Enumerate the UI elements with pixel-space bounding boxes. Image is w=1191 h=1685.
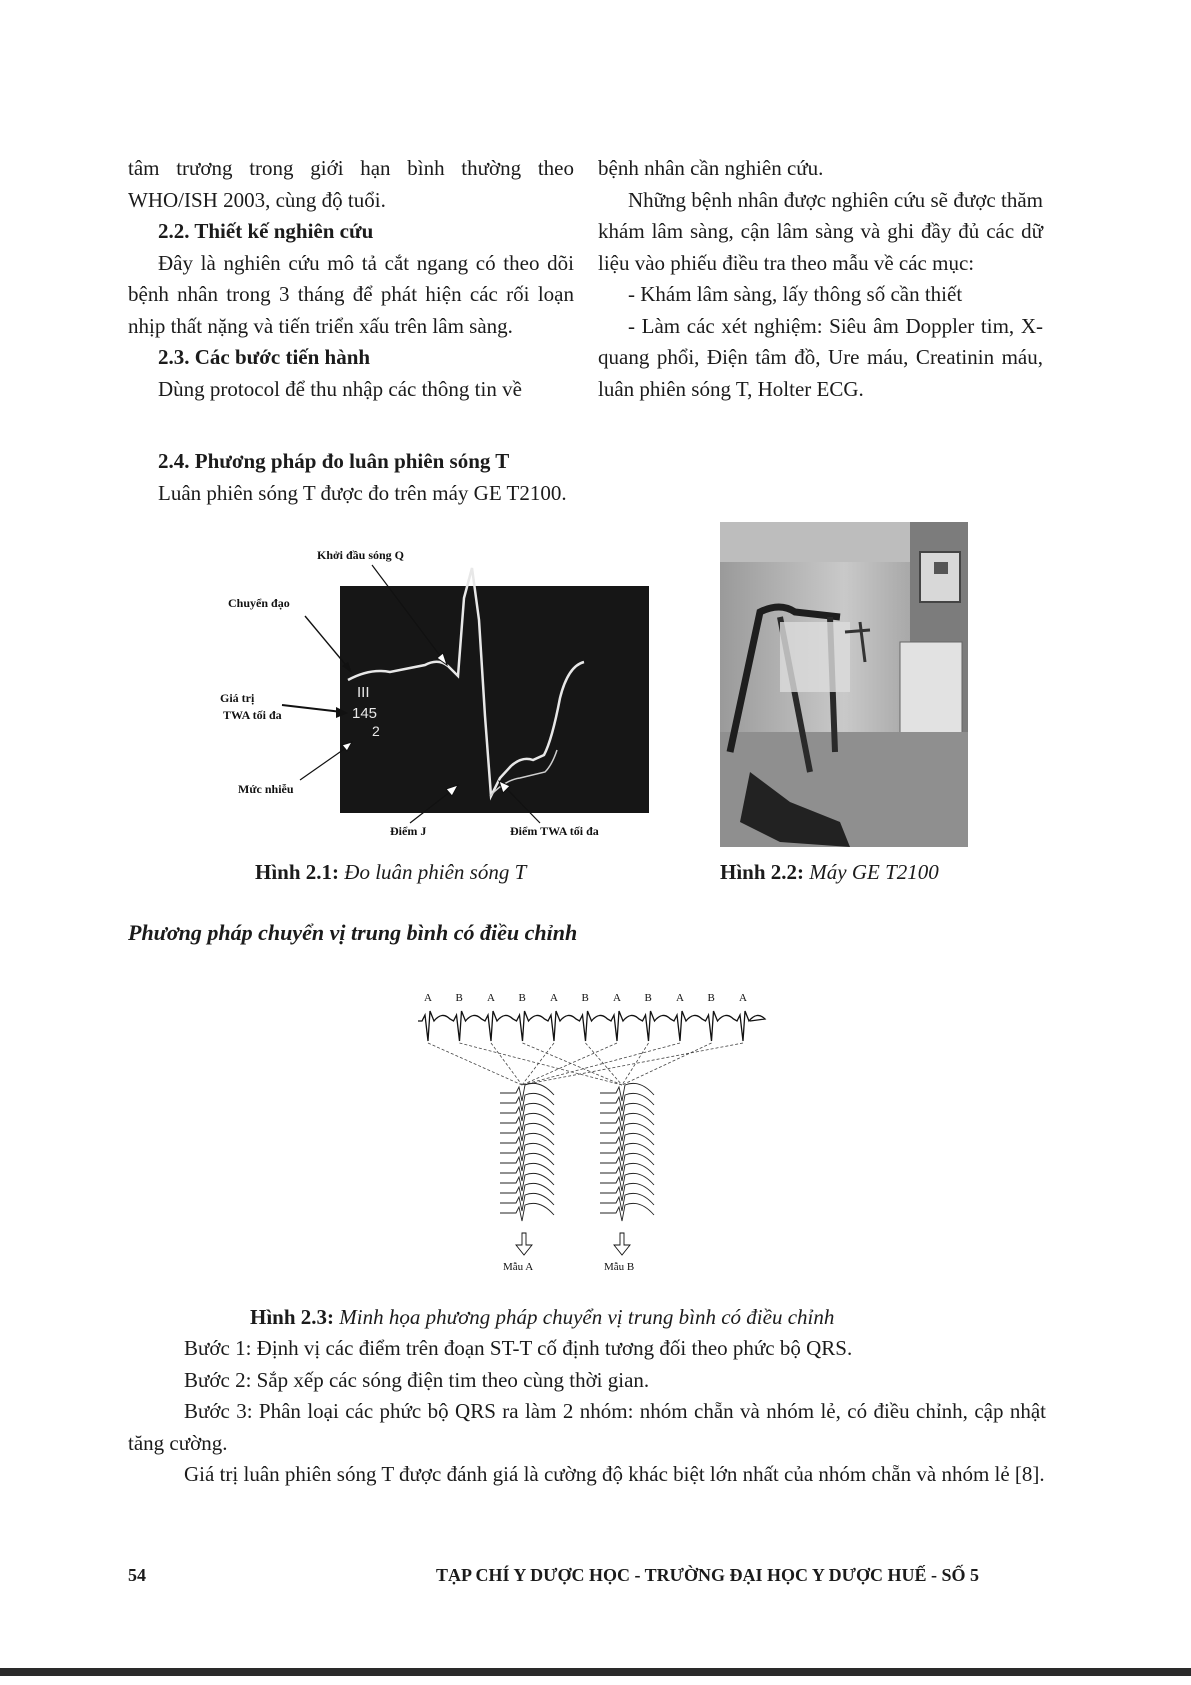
figure-2-2-caption — [720, 860, 939, 885]
figure-2-1-caption — [255, 860, 526, 885]
stack-b-waveform — [600, 1093, 654, 1111]
final-paragraph: Giá trị luân phiên sóng T được đánh giá là cường độ khác biệt lớn nhất của nhóm chẵn và nhóm lẻ [8]. — [184, 1462, 1045, 1486]
beat-label: B — [707, 992, 715, 1004]
fan-line — [586, 1043, 623, 1085]
left-paragraph-2: Đây là nghiên cứu mô tả cắt ngang có theo dõi bệnh nhân trong 3 tháng để phát hiện các rối loạn nhịp thất nặng và tiến triển xấu trên lâm sàng. — [128, 250, 574, 338]
beat-label: A — [487, 992, 495, 1004]
stack-b-waveform — [600, 1113, 654, 1131]
label-max-twa-1: Giá trị — [220, 691, 255, 705]
step-3: Bước 3: Phân loại các phức bộ QRS ra làm 2 nhóm: nhóm chẵn và nhóm lẻ, có điều chỉnh, cập nhật tăng cường. — [128, 1399, 1046, 1455]
stack-b-waveform — [600, 1123, 654, 1141]
stack-a-waveform — [500, 1083, 554, 1101]
figure-modified-moving-average — [410, 985, 770, 1270]
figure-2-3-caption — [250, 1305, 834, 1330]
beat-label: B — [644, 992, 652, 1004]
heading-2-4: 2.4. Phương pháp đo luân phiên sóng T — [158, 449, 510, 473]
figure-2-2-label: Hình 2.2: — [720, 860, 805, 884]
fan-line — [522, 1043, 743, 1085]
section-2-4-text: Luân phiên sóng T được đo trên máy GE T2100. — [158, 480, 567, 505]
screen-noise-value: 2 — [372, 723, 380, 739]
stack-a-waveform — [500, 1173, 554, 1191]
fan-line — [522, 1043, 680, 1085]
figure-2-1-title: Đo luân phiên sóng T — [344, 860, 527, 884]
label-lead: Chuyển đạo — [228, 596, 290, 610]
stack-a-waveform — [500, 1203, 554, 1221]
beat-label: B — [455, 992, 463, 1004]
stack-b-waveform — [600, 1193, 654, 1211]
stack-a-waveform — [500, 1153, 554, 1171]
left-paragraph-1: tâm trương trong giới hạn bình thường theo WHO/ISH 2003, cùng độ tuổi. — [128, 156, 574, 212]
beat-label: A — [676, 992, 684, 1004]
stack-b-waveform — [600, 1143, 654, 1161]
fan-line — [523, 1043, 623, 1085]
label-onset-q: Khởi đầu sóng Q — [317, 548, 405, 562]
stack-b-waveform — [600, 1163, 654, 1181]
label-sample-a: Mẫu A — [503, 1261, 534, 1270]
section-2-4 — [128, 446, 1046, 509]
ecg-screen — [340, 586, 649, 813]
fan-line — [460, 1043, 623, 1085]
beat-label: A — [550, 992, 558, 1004]
left-paragraph-3: Dùng protocol để thu nhập các thông tin về — [158, 376, 522, 401]
fan-line — [622, 1043, 712, 1085]
stack-a-waveform — [500, 1093, 554, 1111]
heading-2-3: 2.3. Các bước tiến hành — [158, 345, 371, 369]
stack-b-waveform — [600, 1103, 654, 1121]
stack-a-waveform — [500, 1143, 554, 1161]
stack-a-waveform — [500, 1183, 554, 1201]
figure-2-3-title: Minh họa phương pháp chuyển vị trung bình có điều chỉnh — [339, 1305, 835, 1329]
figure-2-1-label: Hình 2.1: — [255, 860, 340, 884]
fan-line — [491, 1043, 522, 1085]
stack-a-waveform — [500, 1133, 554, 1151]
fan-line — [622, 1043, 649, 1085]
step-1: Bước 1: Định vị các điểm trên đoạn ST-T cố định tương đối theo phức bộ QRS. — [184, 1336, 853, 1360]
stack-b-waveform — [600, 1183, 654, 1201]
method-title: Phương pháp chuyển vị trung bình có điều chỉnh — [128, 920, 578, 945]
arrow-sample-b — [614, 1233, 630, 1255]
fan-line — [522, 1043, 617, 1085]
fan-line — [428, 1043, 522, 1085]
page-number: 54 — [128, 1565, 146, 1585]
photo-ge-t2100 — [720, 522, 968, 847]
label-sample-b: Mẫu B — [604, 1261, 635, 1270]
stack-a-waveform — [500, 1103, 554, 1121]
stack-a-waveform — [500, 1123, 554, 1141]
label-point-twa: Điểm TWA tối đa — [510, 824, 599, 838]
right-list-item-1: - Khám lâm sàng, lấy thông số cần thiết — [628, 282, 963, 306]
beat-label: A — [613, 992, 621, 1004]
beat-label: A — [739, 992, 747, 1004]
figure-2-2-title: Máy GE T2100 — [809, 860, 939, 884]
heading-2-2: 2.2. Thiết kế nghiên cứu — [158, 219, 374, 243]
step-2: Bước 2: Sắp xếp các sóng điện tim theo cùng thời gian. — [184, 1367, 650, 1392]
stack-a-waveform — [500, 1193, 554, 1211]
stack-b-waveform — [600, 1173, 654, 1191]
beat-label: B — [581, 992, 589, 1004]
right-column — [598, 153, 1043, 405]
figure-twa-measurement — [200, 540, 660, 850]
label-noise: Mức nhiễu — [238, 782, 294, 796]
stack-b-waveform — [600, 1203, 654, 1221]
ecg-strip — [418, 1011, 765, 1041]
label-point-j: Điểm J — [390, 824, 427, 838]
right-list-item-2: - Làm các xét nghiệm: Siêu âm Doppler tim, X-quang phổi, Điện tâm đồ, Ure máu, Creatinin máu, luân phiên sóng T, Holter ECG. — [598, 313, 1043, 401]
beat-label: B — [518, 992, 526, 1004]
journal-name: TẠP CHÍ Y DƯỢC HỌC - TRƯỜNG ĐẠI HỌC Y DƯỢC HUẾ - SỐ 5 — [436, 1565, 980, 1585]
stack-b-waveform — [600, 1083, 654, 1101]
arrow-sample-a — [516, 1233, 532, 1255]
right-paragraph-1: bệnh nhân cần nghiên cứu. — [598, 156, 824, 180]
scan-bottom-edge — [0, 1668, 1191, 1676]
figure-2-3-label: Hình 2.3: — [250, 1305, 335, 1329]
stack-a-waveform — [500, 1163, 554, 1181]
stack-b-waveform — [600, 1153, 654, 1171]
beat-label: A — [424, 992, 432, 1004]
stack-a-waveform — [500, 1113, 554, 1131]
screen-lead-value: III — [357, 684, 370, 701]
screen-twa-value: 145 — [352, 705, 378, 722]
label-max-twa-2: TWA tối đa — [223, 708, 282, 722]
left-column — [128, 153, 574, 405]
steps-block — [128, 1333, 1046, 1491]
stack-b-waveform — [600, 1133, 654, 1151]
right-paragraph-2: Những bệnh nhân được nghiên cứu sẽ được thăm khám lâm sàng, cận lâm sàng và ghi đầy đủ các dữ liệu vào phiếu điều tra theo mẫu về các mục: — [598, 187, 1043, 275]
